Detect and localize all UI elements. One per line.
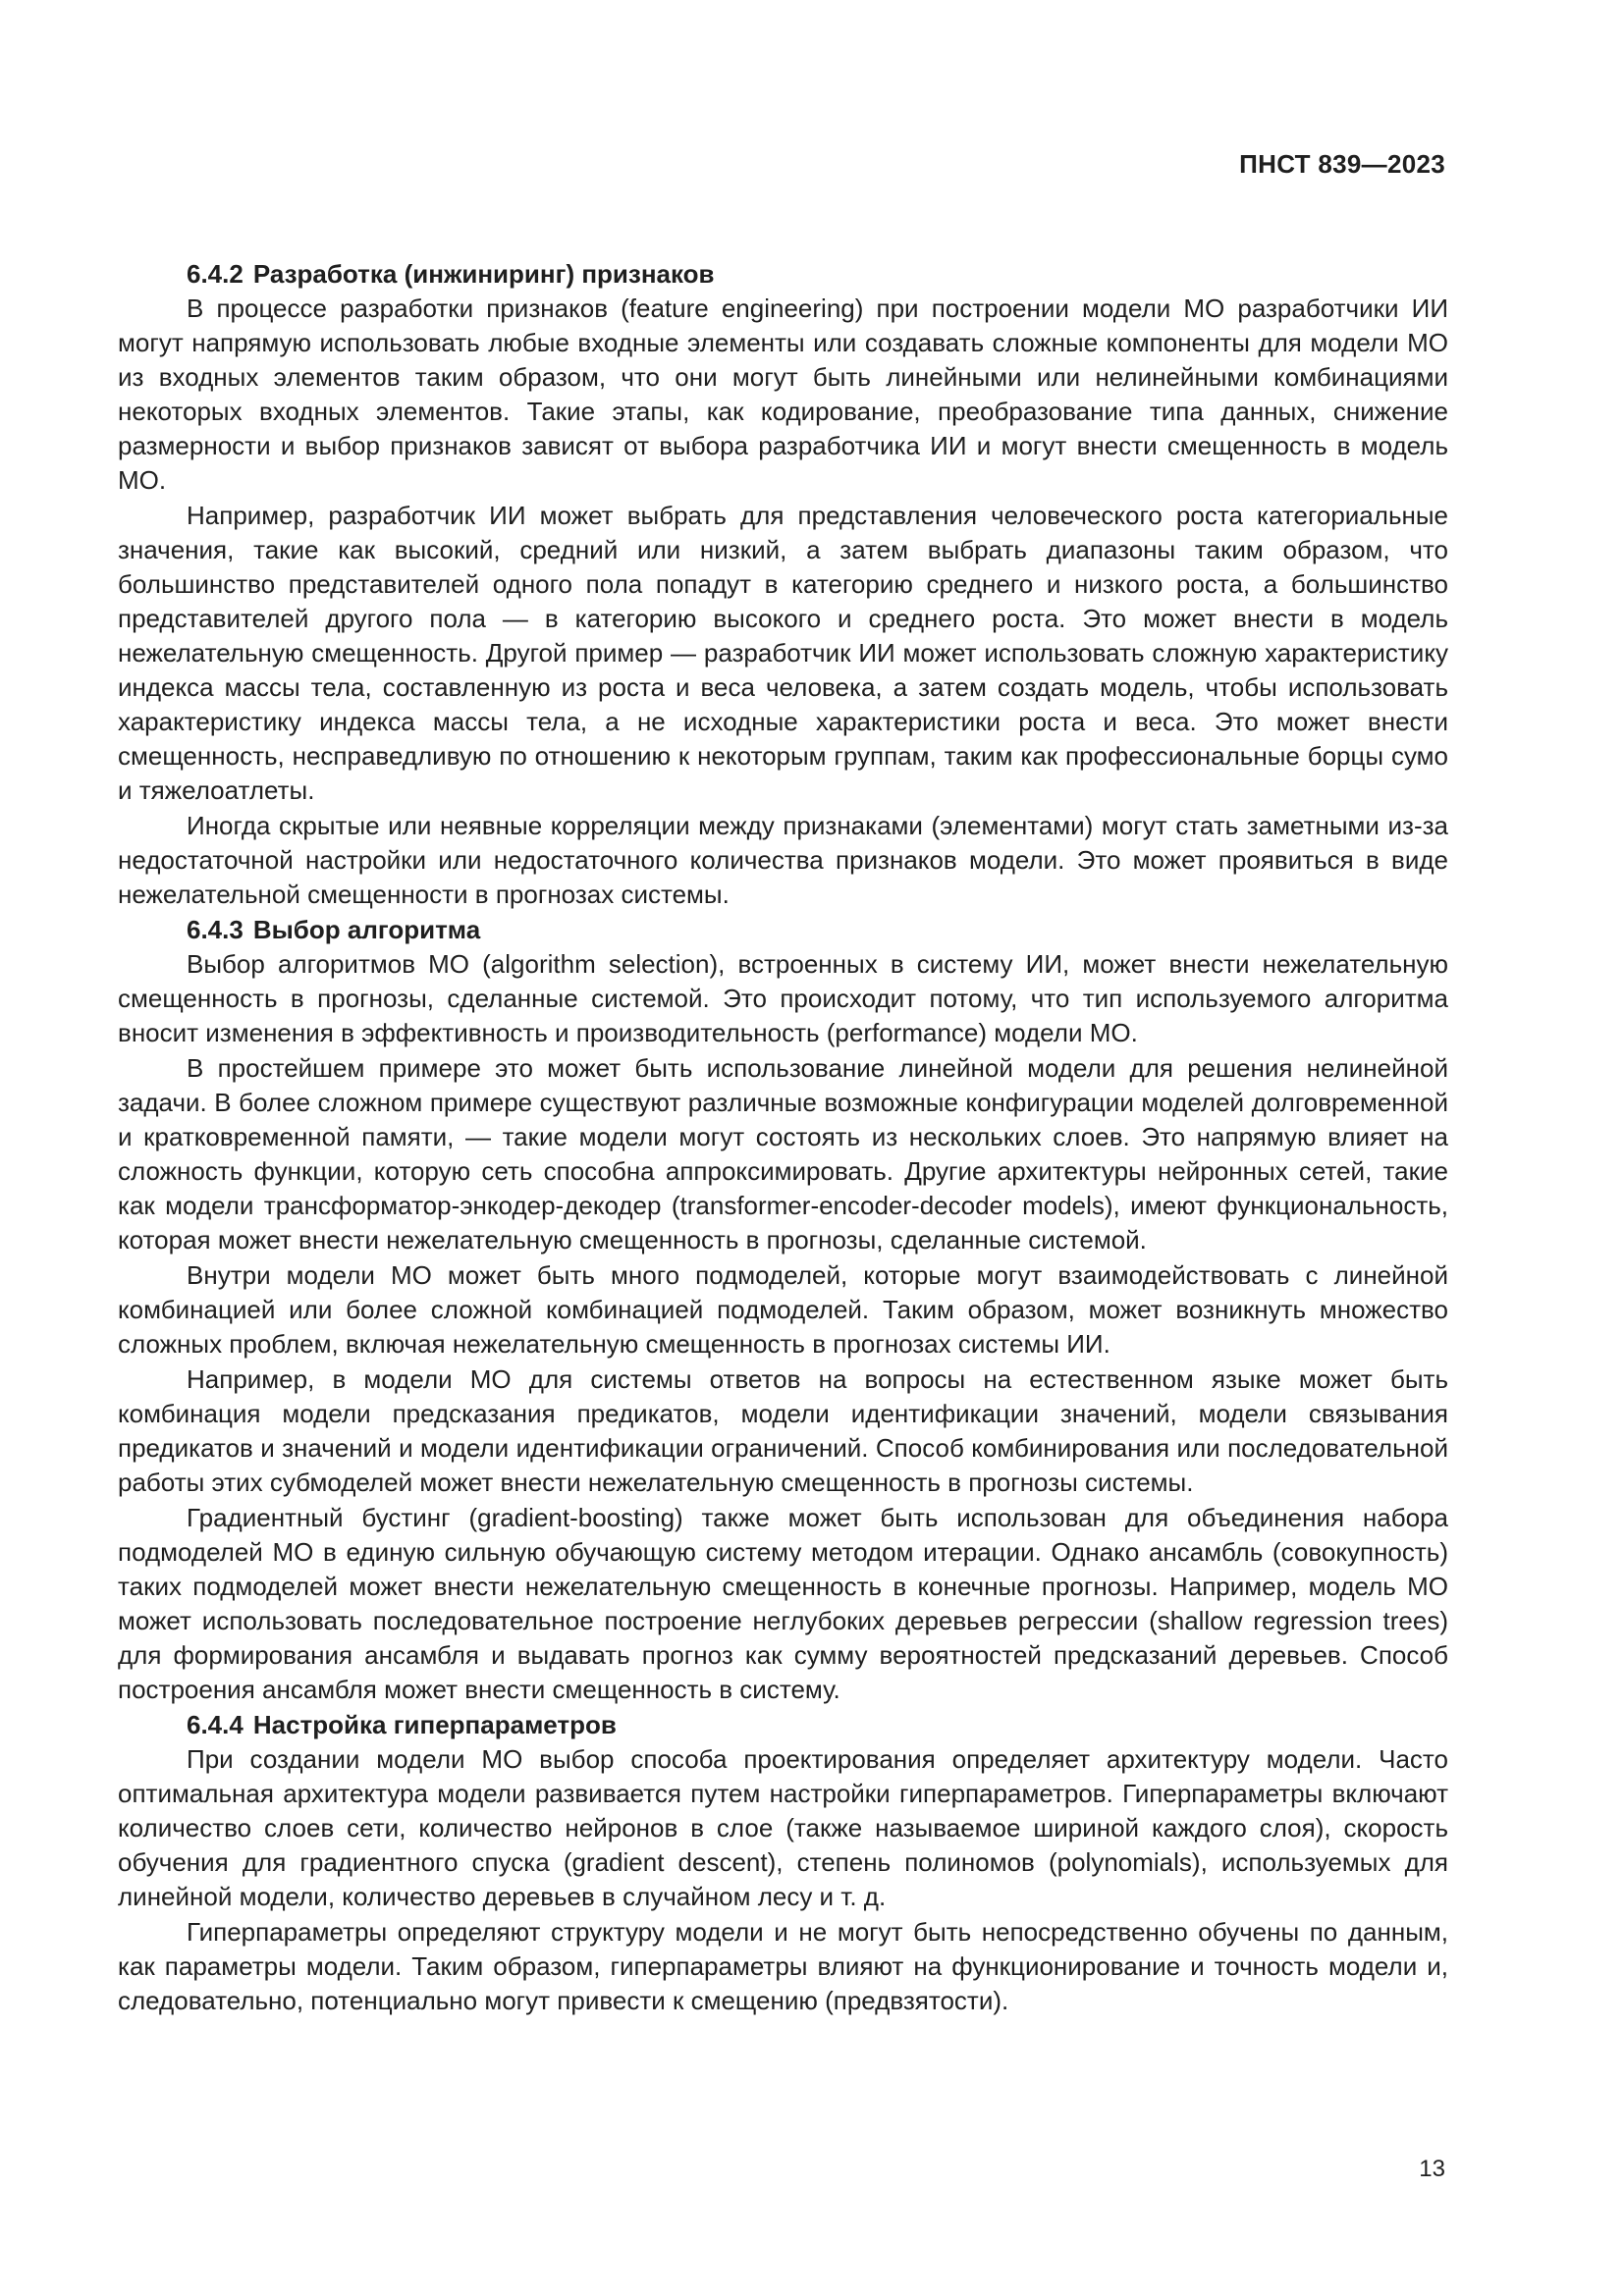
section-title: Разработка (инжиниринг) признаков — [252, 259, 715, 289]
paragraph: Градиентный бустинг (gradient-boosting) также может быть использован для объединения набора подмоделей МО в единую сильную обучающую систему методом итерации. Однако ансамбль (совокупность) таких подмоделей может внести нежелательную смещенность в конечные прогнозы. Например, модель МО может использовать последовательное построение неглубоких деревьев регрессии (shallow regression trees) для формирования ансамбля и выдавать прогноз как сумму вероятностей предсказаний деревьев. Способ построения ансамбля может внести смещенность в систему. — [118, 1503, 1448, 1704]
paragraph: Иногда скрытые или неявные корреляции между признаками (элементами) могут стать заметными из-за недостаточной настройки или недостаточного количества признаков модели. Это может проявиться в виде нежелательной смещенности в прогнозах системы. — [118, 811, 1448, 909]
paragraph: Например, в модели МО для системы ответов на вопросы на естественном языке может быть комбинация модели предсказания предикатов, модели идентификации значений, модели связывания предикатов и значений и модели идентификации ограничений. Способ комбинирования или последовательной работы этих субмоделей может внести нежелательную смещенность в прогнозы системы. — [118, 1364, 1448, 1497]
paragraph: В процессе разработки признаков (feature engineering) при построении модели МО разработчики ИИ могут напрямую использовать любые входные элементы или создавать сложные компоненты для модели МО из входных элементов таким образом, что они могут быть линейными или нелинейными комбинациями некоторых входных элементов. Такие этапы, как кодирование, преобразование типа данных, снижение размерности и выбор признаков зависят от выбора разработчика ИИ и могут внести смещенность в модель МО. — [118, 294, 1448, 495]
paragraph: При создании модели МО выбор способа проектирования определяет архитектуру модели. Часто оптимальная архитектура модели развивается путем настройки гиперпараметров. Гиперпараметры включают количество слоев сети, количество нейронов в слое (также называемое шириной каждого слоя), скорость обучения для градиентного спуска (gradient descent), степень полиномов (polynomials), используемых для линейной модели, количество деревьев в случайном лесу и т. д. — [118, 1744, 1448, 1911]
document-body — [118, 257, 1448, 2019]
paragraph: Внутри модели МО может быть много подмоделей, которые могут взаимодействовать с линейной комбинацией или более сложной комбинацией подмоделей. Таким образом, может возникнуть множество сложных проблем, включая нежелательную смещенность в прогнозах системы ИИ. — [118, 1260, 1448, 1359]
document-code: ПНСТ 839—2023 — [1239, 149, 1445, 179]
section-number: 6.4.3 — [187, 915, 244, 944]
section-number: 6.4.2 — [187, 259, 244, 289]
section-title: Выбор алгоритма — [252, 915, 481, 944]
paragraph: В простейшем примере это может быть использование линейной модели для решения нелинейной задачи. В более сложном примере существуют различные возможные конфигурации моделей долговременной и кратковременной памяти, — такие модели могут состоять из нескольких слоев. Это напрямую влияет на сложность функции, которую сеть способна аппроксимировать. Другие архитектуры нейронных сетей, такие как модели трансформатор-энкодер-декодер (transformer-encoder-decoder models), имеют функциональность, которая может внести нежелательную смещенность в прогнозы, сделанные системой. — [118, 1053, 1448, 1255]
paragraph: Гиперпараметры определяют структуру модели и не могут быть непосредственно обучены по данным, как параметры модели. Таким образом, гиперпараметры влияют на функционирование и точность модели и, следовательно, потенциально могут привести к смещению (предвзятости). — [118, 1917, 1448, 2015]
paragraph: Например, разработчик ИИ может выбрать для представления человеческого роста категориальные значения, такие как высокий, средний или низкий, а затем выбрать диапазоны таким образом, что большинство представителей одного пола попадут в категорию среднего и низкого роста, а большинство представителей другого пола — в категорию высокого и среднего роста. Это может внести в модель нежелательную смещенность. Другой пример — разработчик ИИ может использовать сложную характеристику индекса массы тела, составленную из роста и веса человека, а затем создать модель, чтобы использовать характеристику индекса массы тела, а не исходные характеристики роста и веса. Это может внести смещенность, несправедливую по отношению к некоторым группам, таким как профессиональные борцы сумо и тяжелоатлеты. — [118, 501, 1448, 805]
section-number: 6.4.4 — [187, 1710, 244, 1739]
paragraph: Выбор алгоритмов МО (algorithm selection), встроенных в систему ИИ, может внести нежелательную смещенность в прогнозы, сделанные системой. Это происходит потому, что тип используемого алгоритма вносит изменения в эффективность и производительность (performance) модели МО. — [118, 949, 1448, 1047]
section-title: Настройка гиперпараметров — [252, 1710, 617, 1739]
section-heading-6-4-2 — [118, 257, 1448, 292]
section-heading-6-4-3 — [118, 913, 1448, 947]
section-heading-6-4-4 — [118, 1708, 1448, 1742]
page-number: 13 — [1419, 2156, 1445, 2182]
